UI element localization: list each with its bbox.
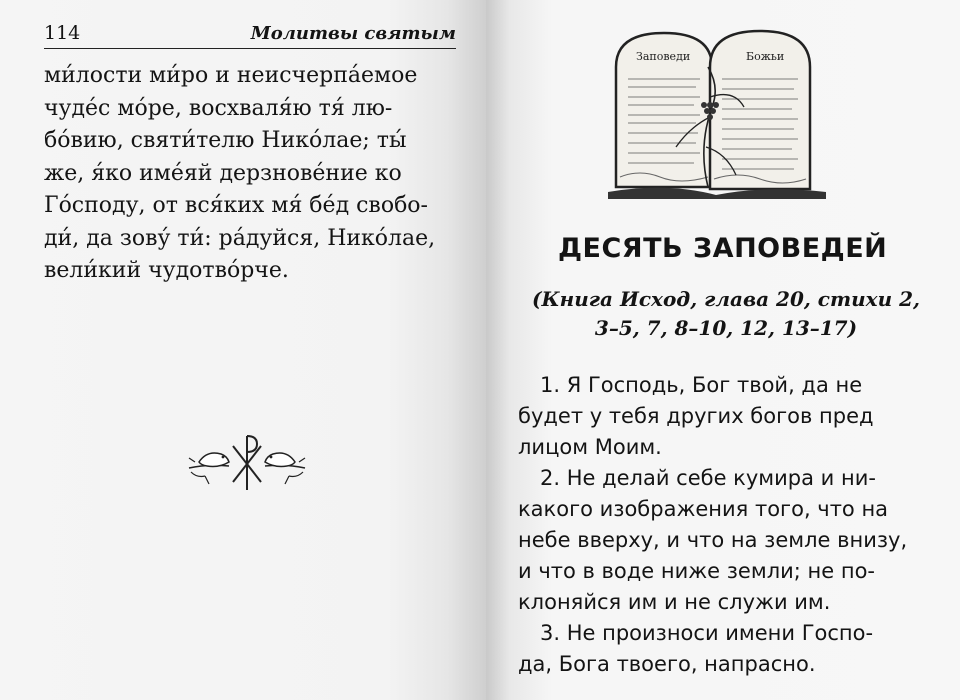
text-line: клоняйся им и не служи им.	[518, 590, 831, 614]
text-line: бо́вию, святи́телю Нико́лае; ты́	[44, 128, 407, 153]
text-line: да, Бога твоего, напрасно.	[518, 652, 816, 676]
running-title: Молитвы святым	[250, 23, 456, 44]
text-line: 2. Не делай себе кумира и ни-	[540, 466, 876, 490]
prayer-text	[44, 60, 464, 288]
text-line: вели́кий чудотво́рче.	[44, 258, 289, 283]
section-title: ДЕСЯТЬ ЗАПОВЕДЕЙ	[558, 233, 888, 264]
text-line: 1. Я Господь, Бог твой, да не	[540, 373, 863, 397]
chi-rho-birds-ornament	[185, 432, 309, 494]
text-line: же, я́ко име́яй дерзнове́ние ко	[44, 160, 402, 186]
text-line: будет у тебя других богов пред	[518, 404, 874, 428]
text-line: какого изображения того, что на	[518, 497, 889, 521]
text-line: чуде́с мо́ре, восхваля́ю тя́ лю-	[44, 95, 393, 121]
text-line: 3. Не произноси имени Госпо-	[540, 621, 874, 645]
tablet-right-title: Божьи	[746, 50, 785, 63]
text-line: ди́, да зову́ ти́: ра́дуйся, Нико́лае,	[44, 225, 436, 251]
citation-line: (Книга Исход, глава 20, стихи 2,	[532, 287, 920, 311]
text-line: лицом Моим.	[518, 435, 662, 459]
text-line: ми́лости ми́ро и неисчерпа́емое	[44, 63, 418, 88]
scripture-citation	[516, 285, 936, 343]
citation-line: 3–5, 7, 8–10, 12, 13–17)	[594, 316, 858, 340]
commandments-text	[518, 370, 938, 680]
page-header	[44, 20, 456, 49]
tablet-left-title: Заповеди	[636, 50, 691, 63]
text-line: и что в воде ниже земли; не по-	[518, 559, 875, 583]
right-page	[486, 0, 960, 700]
text-line: небе вверху, и что на земле внизу,	[518, 528, 908, 552]
commandment-tablets-illustration	[606, 27, 834, 199]
page-number: 114	[44, 22, 81, 44]
text-line: Го́споду, от вся́ких мя́ бе́д свобо-	[44, 193, 428, 218]
